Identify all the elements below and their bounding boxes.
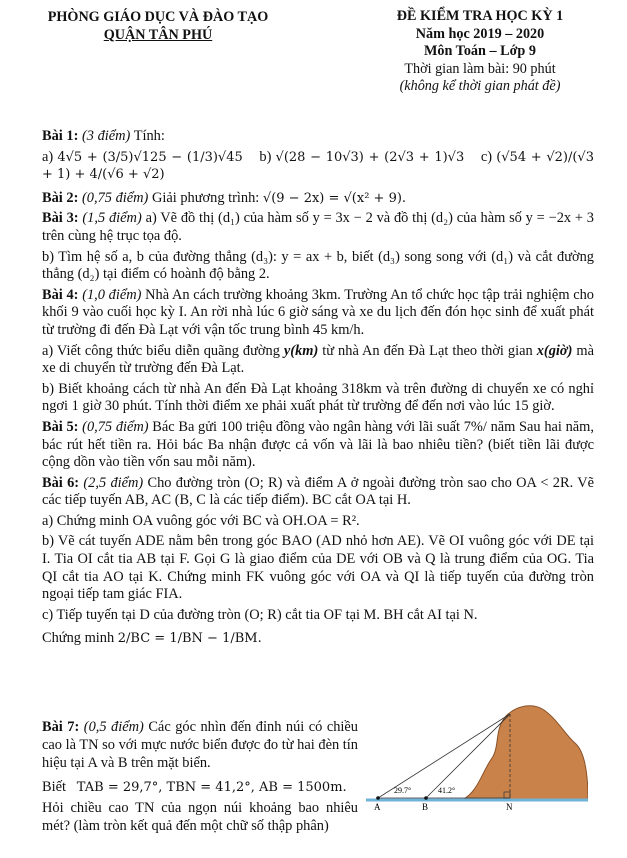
bai1-c-expr: (√54 + √2)/(√3 + 1) + 4/(√6 + √2) <box>42 149 594 183</box>
bai1-heading <box>42 128 594 146</box>
bai1-parts <box>42 149 594 184</box>
bai6-intro: Cho đường tròn (O; R) và điểm A ở ngoài đường tròn sao cho OA < 2R. Vẽ các tiếp tuyến AB, AC (B, C là các tiếp điểm). BC cắt OA tại H. <box>42 474 594 509</box>
bai6-prove-label: Chứng minh <box>42 630 115 647</box>
bai5 <box>42 419 594 472</box>
bai7 <box>42 718 358 837</box>
bai1-a-label: a) <box>42 148 54 165</box>
point-a <box>376 796 380 800</box>
school-year: Năm học 2019 – 2020 <box>415 25 545 42</box>
bai4-a <box>42 343 594 378</box>
bai4-points: (1,0 điểm) <box>82 286 142 303</box>
bai2-text: Giải phương trình: <box>151 189 260 206</box>
bai7-question: Hỏi chiều cao TN của ngọn núi khoảng bao nhiêu mét? (làm tròn kết quả đến một chữ số thập phân) <box>42 800 358 834</box>
bai7-given <box>42 778 358 797</box>
bai1-b-label: b) <box>259 148 272 165</box>
bai2-points: (0,75 điểm) <box>82 189 149 206</box>
bai6-c: c) Tiếp tuyến tại D của đường tròn (O; R) cắt tia OF tại M. BH cắt AI tại N. <box>42 606 478 623</box>
bai2-expr: √(9 − 2x) = √(x² + 9). <box>262 190 407 206</box>
header-right <box>350 8 610 96</box>
department-name: PHÒNG GIÁO DỤC VÀ ĐÀO TẠO <box>47 9 269 25</box>
mountain-shape <box>462 706 588 800</box>
bai1-points: (3 điểm) <box>82 128 131 144</box>
bai1-label: Bài 1: <box>42 128 79 144</box>
bai5-points: (0,75 điểm) <box>82 418 149 435</box>
bai6-b: b) Vẽ cát tuyến ADE nằm bên trong góc BAO (AD nhỏ hơn AE). Vẽ OI vuông góc với DE tại I. Tia OI cắt tia AB tại F. Gọi G là giao điểm của DE với OB và Q là trung điểm của OG. Tia QI cắt tia AO tại K. Chứng minh FK vuông góc với OA và QI là tiếp tuyến của đường tròn ngoại tiếp tam giác FIA. <box>42 533 594 603</box>
bai6-prove <box>42 630 594 648</box>
label-n: N <box>506 802 513 812</box>
bai6-prove-expr: 2/BC = 1/BN − 1/BM. <box>117 631 262 647</box>
label-a: A <box>374 802 381 812</box>
bai6-points: (2,5 điểm) <box>83 474 144 491</box>
bai3-points: (1,5 điểm) <box>82 210 142 227</box>
bai6-label: Bài 6: <box>42 474 80 491</box>
bai3-b: b) Tìm hệ số a, b của đường thẳng (d₃): y = ax + b, biết (d₃) song song với (d₁) và cắt đường thẳng (d₂) tại điểm có hoành độ bằng 2. <box>42 248 594 283</box>
bai7-heading <box>42 718 358 772</box>
bai4-b: b) Biết khoảng cách từ nhà An đến Đà Lạt khoảng 318km và trên đường di chuyển xe có nghỉ ngơi 1 giờ 30 phút. Tính thời điểm xe phải xuất phát từ trường để đến nơi vào lúc 15 giờ. <box>42 380 594 415</box>
bai4-a-post: mà xe di chuyển từ trường đến Đà Lạt. <box>42 342 594 377</box>
bai1-a-expr: 4√5 + (3/5)√125 − (1/3)√45 <box>57 149 243 165</box>
bai7-points: (0,5 điểm) <box>83 719 144 735</box>
bai3-a: a) Vẽ đồ thị (d₁) của hàm số y = 3x − 2 và đồ thị (d₂) của hàm số y = −2x + 3 trên cùng hệ trục tọa độ. <box>42 210 594 244</box>
exam-title: ĐỀ KIỂM TRA HỌC KỲ 1 <box>396 8 564 24</box>
subject: Môn Toán – Lớp 9 <box>424 43 536 59</box>
point-b <box>424 796 428 800</box>
bai7-text: Các góc nhìn đến đỉnh núi có chiều cao là TN so với mực nước biển được đo từ hai đèn tín hiệu tại A và B trên mặt biển. <box>42 719 358 771</box>
bai7-given-expr: TAB = 29,7°, TBN = 41,2°, AB = 1500m. <box>76 780 347 795</box>
bai1-c-label: c) <box>480 148 493 165</box>
bai5-label: Bài 5: <box>42 418 79 435</box>
bai4-label: Bài 4: <box>42 286 79 303</box>
bai5-text: Bác Ba gửi 100 triệu đồng vào ngân hàng với lãi suất 7%/ năm Sau hai năm, bác rút hết tiền ra. Hỏi bác Ba nhận được cả vốn và lãi là bao nhiêu tiền? (biết tiền lãi được cộng dồn vào tiền vốn sau mỗi năm). <box>42 418 594 471</box>
bai2 <box>42 190 594 208</box>
bai1-text: Tính: <box>133 128 165 144</box>
bai7-given-label: Biết <box>42 779 66 795</box>
bai2-label: Bài 2: <box>42 189 79 206</box>
bai6-a: a) Chứng minh OA vuông góc với BC và OH.OA = R². <box>42 512 360 529</box>
bai4 <box>42 287 594 340</box>
mountain-figure <box>366 700 588 812</box>
bai3 <box>42 210 594 245</box>
label-b: B <box>422 802 429 812</box>
district-name: QUẬN TÂN PHÚ <box>103 27 213 43</box>
bai1-b-expr: √(28 − 10√3) + (2√3 + 1)√3 <box>275 149 465 165</box>
bai3-label: Bài 3: <box>42 210 79 227</box>
duration: Thời gian làm bài: 90 phút <box>404 60 556 77</box>
bai4-intro: Nhà An cách trường khoảng 3km. Trường An tổ chức học tập trải nghiệm cho khối 9 vào cuối học kỳ I. An rời nhà lúc 6 giờ sáng và xe du lịch đến đón học sinh để xuất phát từ trường đi đến Đà Lạt với vận tốc trung bình 45 km/h. <box>42 286 594 338</box>
bai4-a-var-y: y(km) <box>283 342 319 359</box>
header-left <box>38 8 278 44</box>
duration-note: (không kể thời gian phát đề) <box>399 78 561 94</box>
bai4-a-pre: a) Viết công thức biểu diễn quãng đường <box>42 342 284 359</box>
bai4-a-var-x: x(giờ) <box>536 342 573 359</box>
bai4-a-mid: từ nhà An đến Đà Lạt theo thời gian <box>318 342 537 359</box>
bai6 <box>42 475 594 510</box>
exam-body <box>42 128 594 651</box>
bai7-label: Bài 7: <box>42 719 80 735</box>
angle-a-label: 29.7° <box>394 786 412 795</box>
angle-b-label: 41.2° <box>438 786 456 795</box>
